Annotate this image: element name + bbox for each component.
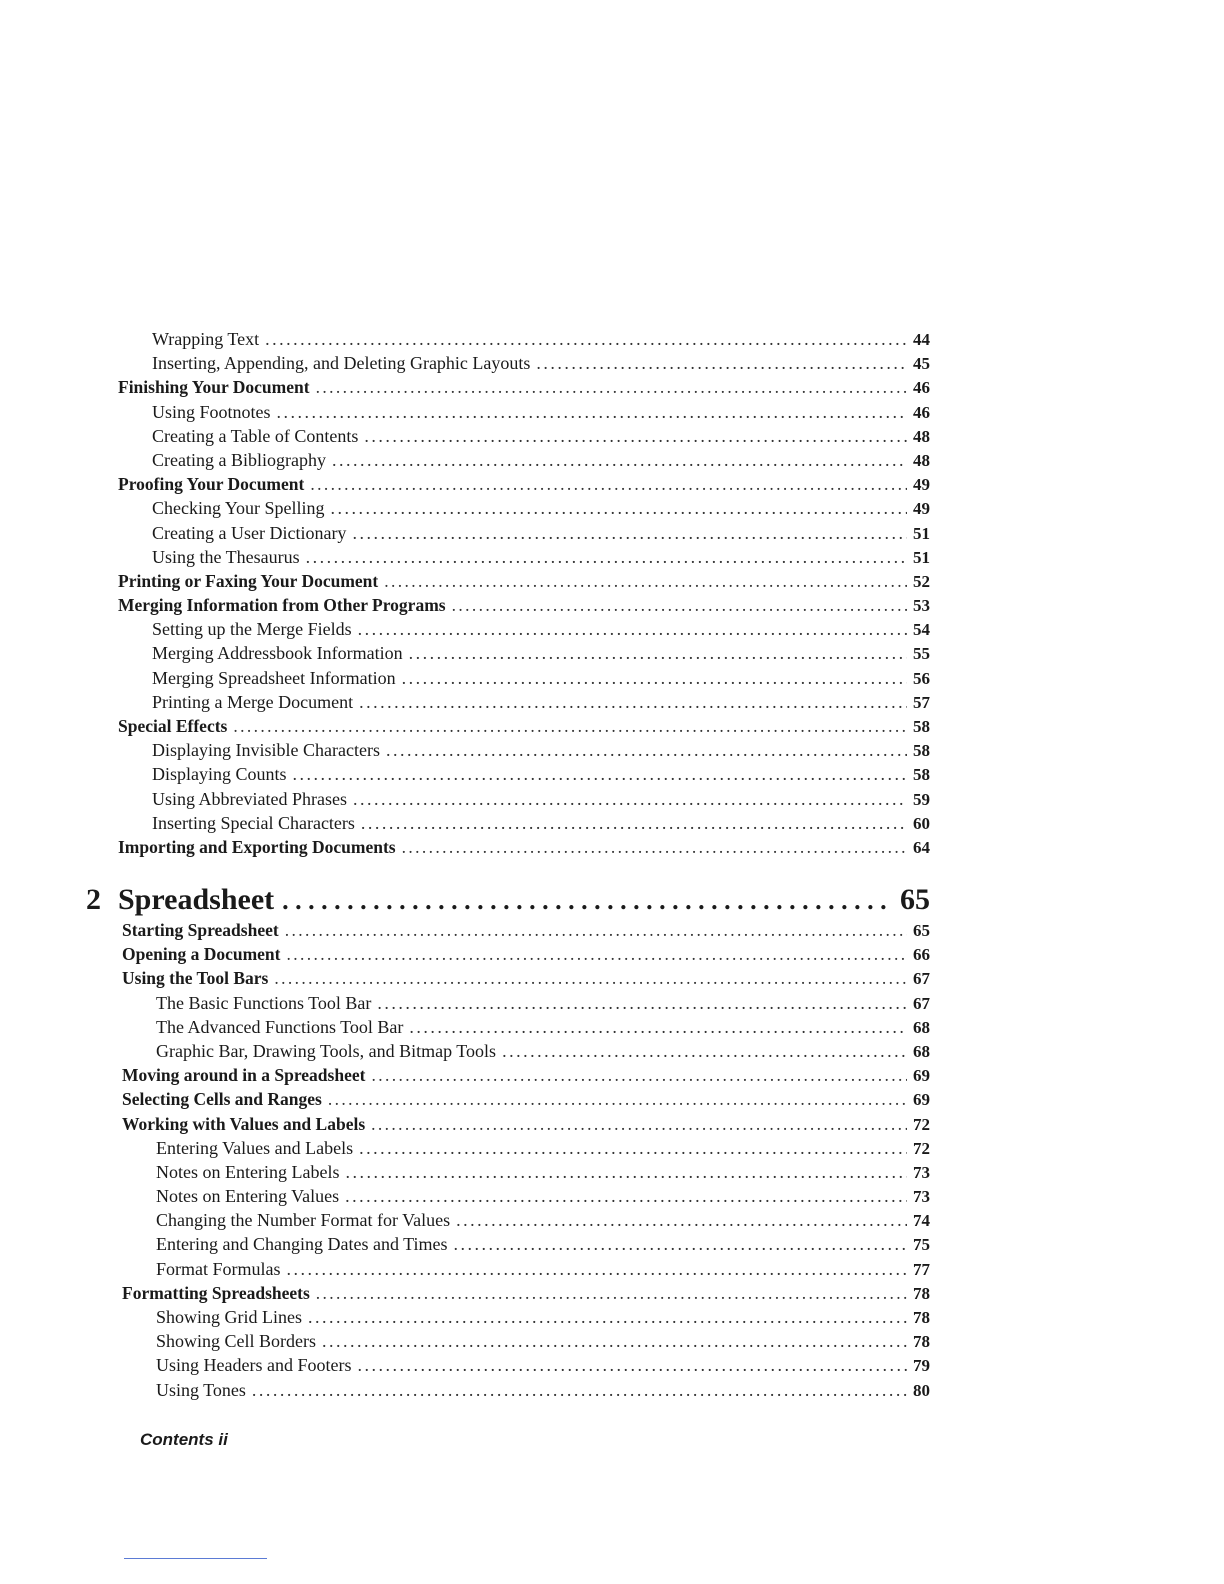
toc-entry	[118, 811, 930, 835]
toc-entry-label: Selecting Cells and Ranges	[122, 1089, 322, 1110]
toc-entry-label: Printing or Faxing Your Document	[118, 570, 379, 591]
toc-entry-label: Special Effects	[118, 716, 228, 736]
toc-entry-page: 72	[913, 1138, 930, 1158]
toc-entry-page: 46	[913, 402, 930, 422]
toc-entry-page: 44	[913, 330, 930, 349]
toc-entry-label: Graphic Bar, Drawing Tools, and Bitmap Tools	[156, 1040, 497, 1061]
toc-entry-label: Inserting, Appending, and Deleting Graphic Layouts	[152, 353, 531, 374]
toc-entry-label: Opening a Document	[122, 944, 281, 965]
toc-entry-page: 53	[913, 596, 930, 616]
toc-entry-label: Showing Cell Borders	[156, 1331, 316, 1352]
dot-leader	[345, 1184, 907, 1208]
dot-leader	[377, 991, 907, 1015]
chapter-page: 65	[900, 883, 930, 916]
dot-leader	[409, 641, 907, 665]
dot-leader	[308, 1305, 907, 1329]
toc-entry-label: Using Abbreviated Phrases	[152, 788, 347, 809]
dot-leader	[386, 738, 907, 762]
toc-entry-page: 78	[913, 1332, 930, 1352]
toc-entry-page: 46	[913, 378, 930, 398]
toc-entry-label: Format Formulas	[156, 1258, 281, 1279]
toc-entry-page: 67	[913, 993, 930, 1013]
toc-list-part1	[118, 327, 930, 859]
toc-entry-label: Entering Values and Labels	[156, 1137, 354, 1158]
toc-entry-label: Notes on Entering Labels	[156, 1161, 340, 1182]
dot-leader	[316, 375, 907, 399]
toc-entry-label: Printing a Merge Document	[152, 691, 354, 712]
toc-entry-page: 67	[913, 969, 930, 989]
toc-entry-page: 45	[913, 354, 930, 374]
dot-leader	[359, 690, 907, 714]
chapter-title: Spreadsheet	[118, 883, 275, 916]
toc-entry-label: Merging Addressbook Information	[152, 643, 403, 664]
toc-entry-page: 66	[913, 945, 930, 965]
dot-leader	[322, 1329, 907, 1353]
toc-entry	[118, 569, 930, 593]
dot-leader	[345, 1160, 907, 1184]
toc-entry-page: 64	[913, 837, 930, 857]
dot-leader	[456, 1208, 907, 1232]
toc-entry-label: Wrapping Text	[152, 329, 260, 349]
toc-entry-label: Creating a Table of Contents	[152, 425, 359, 446]
toc-entry-label: Showing Grid Lines	[156, 1307, 302, 1327]
toc-entry	[122, 966, 930, 990]
dot-leader	[332, 448, 907, 472]
toc-entry-page: 68	[913, 1017, 930, 1037]
toc-entry-label: Creating a User Dictionary	[152, 522, 347, 543]
toc-entry	[122, 1208, 930, 1232]
toc-entry-page: 57	[913, 692, 930, 712]
toc-entry-page: 73	[913, 1187, 930, 1207]
toc-entry	[118, 351, 930, 375]
toc-entry-label: Merging Information from Other Programs	[118, 595, 446, 616]
toc-entry	[118, 448, 930, 472]
toc-entry	[118, 666, 930, 690]
toc-entry-page: 73	[913, 1162, 930, 1182]
toc-entry-page: 58	[913, 765, 930, 785]
toc-entry	[122, 918, 930, 942]
toc-entry	[118, 787, 930, 811]
toc-entry-label: Checking Your Spelling	[152, 498, 325, 519]
toc-entry-page: 77	[913, 1259, 930, 1279]
toc-entry-page: 51	[913, 523, 930, 543]
dot-leader	[452, 593, 907, 617]
toc-entry	[122, 1353, 930, 1377]
toc-entry-page: 58	[913, 741, 930, 761]
toc-entry-page: 75	[913, 1235, 930, 1255]
chapter-number: 2	[86, 883, 101, 916]
toc-entry-label: Finishing Your Document	[118, 377, 310, 398]
toc-entry-label: Using Headers and Footers	[156, 1355, 352, 1376]
toc-entry-label: Displaying Counts	[152, 764, 287, 785]
dot-leader	[233, 714, 907, 738]
toc-entry	[122, 1087, 930, 1111]
dot-leader	[371, 1063, 907, 1087]
toc-entry-page: 51	[913, 547, 930, 567]
toc-entry-page: 59	[913, 789, 930, 809]
toc-entry-label: Proofing Your Document	[118, 474, 305, 495]
dot-leader	[277, 400, 907, 424]
dot-leader	[285, 918, 907, 942]
toc-entry-page: 54	[913, 620, 930, 640]
dot-leader	[402, 666, 907, 690]
toc-entry-label: Creating a Bibliography	[152, 449, 326, 470]
toc-entry-page: 72	[913, 1114, 930, 1134]
dot-leader	[453, 1232, 907, 1256]
toc-entry-label: The Basic Functions Tool Bar	[156, 992, 372, 1013]
toc-entry-label: The Advanced Functions Tool Bar	[156, 1016, 404, 1037]
dot-leader	[384, 569, 907, 593]
toc-entry	[118, 521, 930, 545]
toc-entry-page: 78	[913, 1283, 930, 1303]
toc-entry	[122, 1257, 930, 1281]
toc-entry-label: Changing the Number Format for Values	[156, 1210, 451, 1231]
dot-leader	[353, 787, 907, 811]
toc-entry-label: Displaying Invisible Characters	[152, 740, 380, 761]
toc-entry-page: 58	[913, 717, 930, 736]
toc-entry	[122, 1184, 930, 1208]
toc-entry	[118, 472, 930, 496]
dot-leader	[286, 942, 907, 966]
dot-leader	[306, 545, 907, 569]
dot-leader	[409, 1015, 907, 1039]
chapter-heading	[86, 880, 930, 921]
dot-leader	[371, 1112, 907, 1136]
dot-leader	[287, 1257, 908, 1281]
page-footer: Contents ii	[140, 1430, 228, 1449]
toc-entry-label: Moving around in a Spreadsheet	[122, 1065, 366, 1086]
toc-entry-label: Using Footnotes	[152, 401, 271, 422]
toc-entry-label: Using Tones	[156, 1379, 246, 1400]
dot-leader	[328, 1087, 907, 1111]
toc-entry-page: 69	[913, 1090, 930, 1110]
toc-entry-label: Notes on Entering Values	[156, 1186, 340, 1207]
toc-entry	[118, 375, 930, 399]
dot-leader	[282, 881, 892, 921]
toc-entry-page: 78	[913, 1308, 930, 1327]
toc-entry-page: 69	[913, 1066, 930, 1086]
toc-entry	[118, 762, 930, 786]
divider	[124, 1558, 267, 1559]
toc-entry	[122, 1015, 930, 1039]
toc-entry-page: 80	[913, 1380, 930, 1400]
toc-entry-label: Formatting Spreadsheets	[122, 1282, 310, 1303]
toc-entry-page: 74	[913, 1211, 930, 1231]
toc-entry	[118, 641, 930, 665]
dot-leader	[310, 472, 907, 496]
dot-leader	[293, 762, 907, 786]
toc-entry-label: Using the Tool Bars	[122, 968, 269, 989]
toc-entry	[122, 1039, 930, 1063]
dot-leader	[359, 1136, 907, 1160]
toc-entry-page: 68	[913, 1041, 930, 1061]
toc-entry	[122, 1136, 930, 1160]
toc-entry-label: Importing and Exporting Documents	[118, 836, 396, 857]
toc-entry	[122, 1281, 930, 1305]
dot-leader	[502, 1039, 907, 1063]
toc-entry	[122, 1305, 930, 1329]
toc-entry-page: 55	[913, 644, 930, 664]
toc-entry-label: Using the Thesaurus	[152, 546, 300, 567]
dot-leader	[536, 351, 907, 375]
toc-entry-page: 49	[913, 499, 930, 519]
toc-entry	[122, 1160, 930, 1184]
toc-entry	[118, 617, 930, 641]
toc-entry-page: 60	[913, 813, 930, 833]
toc-entry	[118, 424, 930, 448]
toc-entry-label: Starting Spreadsheet	[122, 920, 279, 940]
dot-leader	[274, 966, 907, 990]
dot-leader	[361, 811, 907, 835]
toc-entry	[122, 1112, 930, 1136]
dot-leader	[358, 617, 907, 641]
toc-entry-page: 56	[913, 668, 930, 688]
toc-entry-label: Entering and Changing Dates and Times	[156, 1234, 448, 1255]
toc-entry	[118, 738, 930, 762]
toc-entry-label: Inserting Special Characters	[152, 812, 355, 833]
toc-entry	[122, 942, 930, 966]
toc-entry-label: Setting up the Merge Fields	[152, 619, 352, 640]
toc-entry-label: Merging Spreadsheet Information	[152, 667, 396, 688]
toc-entry-page: 65	[913, 921, 930, 940]
toc-entry	[118, 690, 930, 714]
toc-entry	[118, 400, 930, 424]
toc-entry	[122, 991, 930, 1015]
toc-entry-page: 49	[913, 475, 930, 495]
dot-leader	[265, 327, 907, 351]
toc-entry-label: Working with Values and Labels	[122, 1113, 366, 1134]
toc-entry-page: 48	[913, 426, 930, 446]
dot-leader	[402, 835, 907, 859]
toc-entry	[122, 1378, 930, 1402]
toc-entry	[118, 496, 930, 520]
dot-leader	[316, 1281, 907, 1305]
toc-entry	[118, 835, 930, 859]
toc-entry-page: 79	[913, 1356, 930, 1376]
toc-entry	[118, 593, 930, 617]
toc-entry	[122, 1063, 930, 1087]
dot-leader	[357, 1353, 907, 1377]
toc-list-part2	[122, 918, 930, 1402]
dot-leader	[364, 424, 907, 448]
dot-leader	[252, 1378, 907, 1402]
toc-entry-page: 52	[913, 571, 930, 591]
toc-entry	[122, 1232, 930, 1256]
toc-entry	[118, 714, 930, 738]
toc-entry-page: 48	[913, 450, 930, 470]
toc-entry	[118, 545, 930, 569]
dot-leader	[352, 521, 907, 545]
toc-entry	[122, 1329, 930, 1353]
dot-leader	[331, 496, 907, 520]
toc-entry	[118, 327, 930, 351]
